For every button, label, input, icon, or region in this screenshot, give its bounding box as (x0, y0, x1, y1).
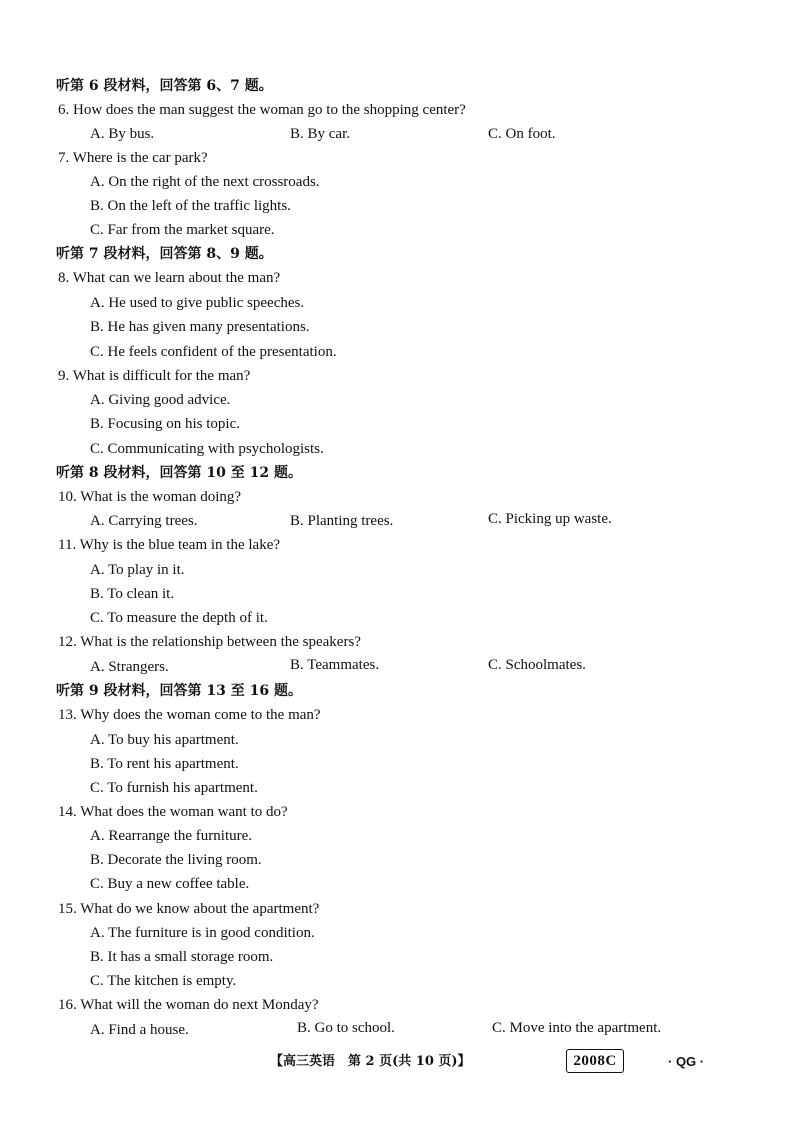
question-8-option-c: C. He feels confident of the presentation. (90, 344, 337, 360)
question-7-stem: 7. Where is the car park? (58, 150, 208, 166)
question-11-stem: 11. Why is the blue team in the lake? (58, 537, 281, 553)
question-9-option-b: B. Focusing on his topic. (90, 416, 241, 432)
question-16-stem: 16. What will the woman do next Monday? (58, 997, 319, 1013)
question-11-option-b: B. To clean it. (90, 586, 175, 602)
question-10-stem: 10. What is the woman doing? (58, 489, 242, 505)
question-9-option-c: C. Communicating with psychologists. (90, 441, 324, 457)
question-6-option-a: A. By bus. (90, 126, 155, 142)
question-11-option-c: C. To measure the depth of it. (90, 610, 268, 626)
question-15-option-a: A. The furniture is in good condition. (90, 925, 315, 941)
question-8-option-b: B. He has given many presentations. (90, 319, 310, 335)
footer-mark: · QG · (668, 1054, 705, 1069)
question-9-option-a: A. Giving good advice. (90, 392, 231, 408)
question-14-option-a: A. Rearrange the furniture. (90, 828, 253, 844)
section-heading-8: 听第 8 段材料，回答第 10 至 12 题。 (56, 465, 302, 481)
question-14-option-b: B. Decorate the living room. (90, 852, 262, 868)
question-15-stem: 15. What do we know about the apartment? (58, 901, 320, 917)
question-16-option-b: B. Go to school. (297, 1020, 395, 1036)
question-11-option-a: A. To play in it. (90, 562, 185, 578)
question-10-option-a: A. Carrying trees. (90, 513, 198, 529)
section-heading-7: 听第 7 段材料，回答第 8、9 题。 (56, 246, 273, 262)
question-6-option-b: B. By car. (290, 126, 350, 142)
section-heading-9: 听第 9 段材料，回答第 13 至 16 题。 (56, 683, 302, 699)
page-footer-info: 【高三英语 第 2 页(共 10 页)】 (270, 1054, 471, 1069)
question-8-option-a: A. He used to give public speeches. (90, 295, 305, 311)
question-15-option-b: B. It has a small storage room. (90, 949, 274, 965)
question-10-option-c: C. Picking up waste. (488, 511, 612, 527)
section-heading-6: 听第 6 段材料，回答第 6、7 题。 (56, 78, 273, 94)
question-13-option-a: A. To buy his apartment. (90, 732, 239, 748)
question-8-stem: 8. What can we learn about the man? (58, 270, 281, 286)
question-6-stem: 6. How does the man suggest the woman go to the shopping center? (58, 102, 466, 118)
question-12-option-a: A. Strangers. (90, 659, 169, 675)
question-14-stem: 14. What does the woman want to do? (58, 804, 288, 820)
question-7-option-c: C. Far from the market square. (90, 222, 275, 238)
question-16-option-a: A. Find a house. (90, 1022, 189, 1038)
question-15-option-c: C. The kitchen is empty. (90, 973, 237, 989)
question-13-stem: 13. Why does the woman come to the man? (58, 707, 321, 723)
question-10-option-b: B. Planting trees. (290, 513, 394, 529)
question-7-option-a: A. On the right of the next crossroads. (90, 174, 320, 190)
question-12-option-c: C. Schoolmates. (488, 657, 586, 673)
question-13-option-c: C. To furnish his apartment. (90, 780, 258, 796)
question-7-option-b: B. On the left of the traffic lights. (90, 198, 291, 214)
question-14-option-c: C. Buy a new coffee table. (90, 876, 250, 892)
question-12-stem: 12. What is the relationship between the speakers? (58, 634, 361, 650)
question-16-option-c: C. Move into the apartment. (492, 1020, 662, 1036)
question-12-option-b: B. Teammates. (290, 657, 380, 673)
exam-code-box: 2008C (566, 1049, 624, 1073)
question-6-option-c: C. On foot. (488, 126, 556, 142)
question-13-option-b: B. To rent his apartment. (90, 756, 239, 772)
question-9-stem: 9. What is difficult for the man? (58, 368, 251, 384)
